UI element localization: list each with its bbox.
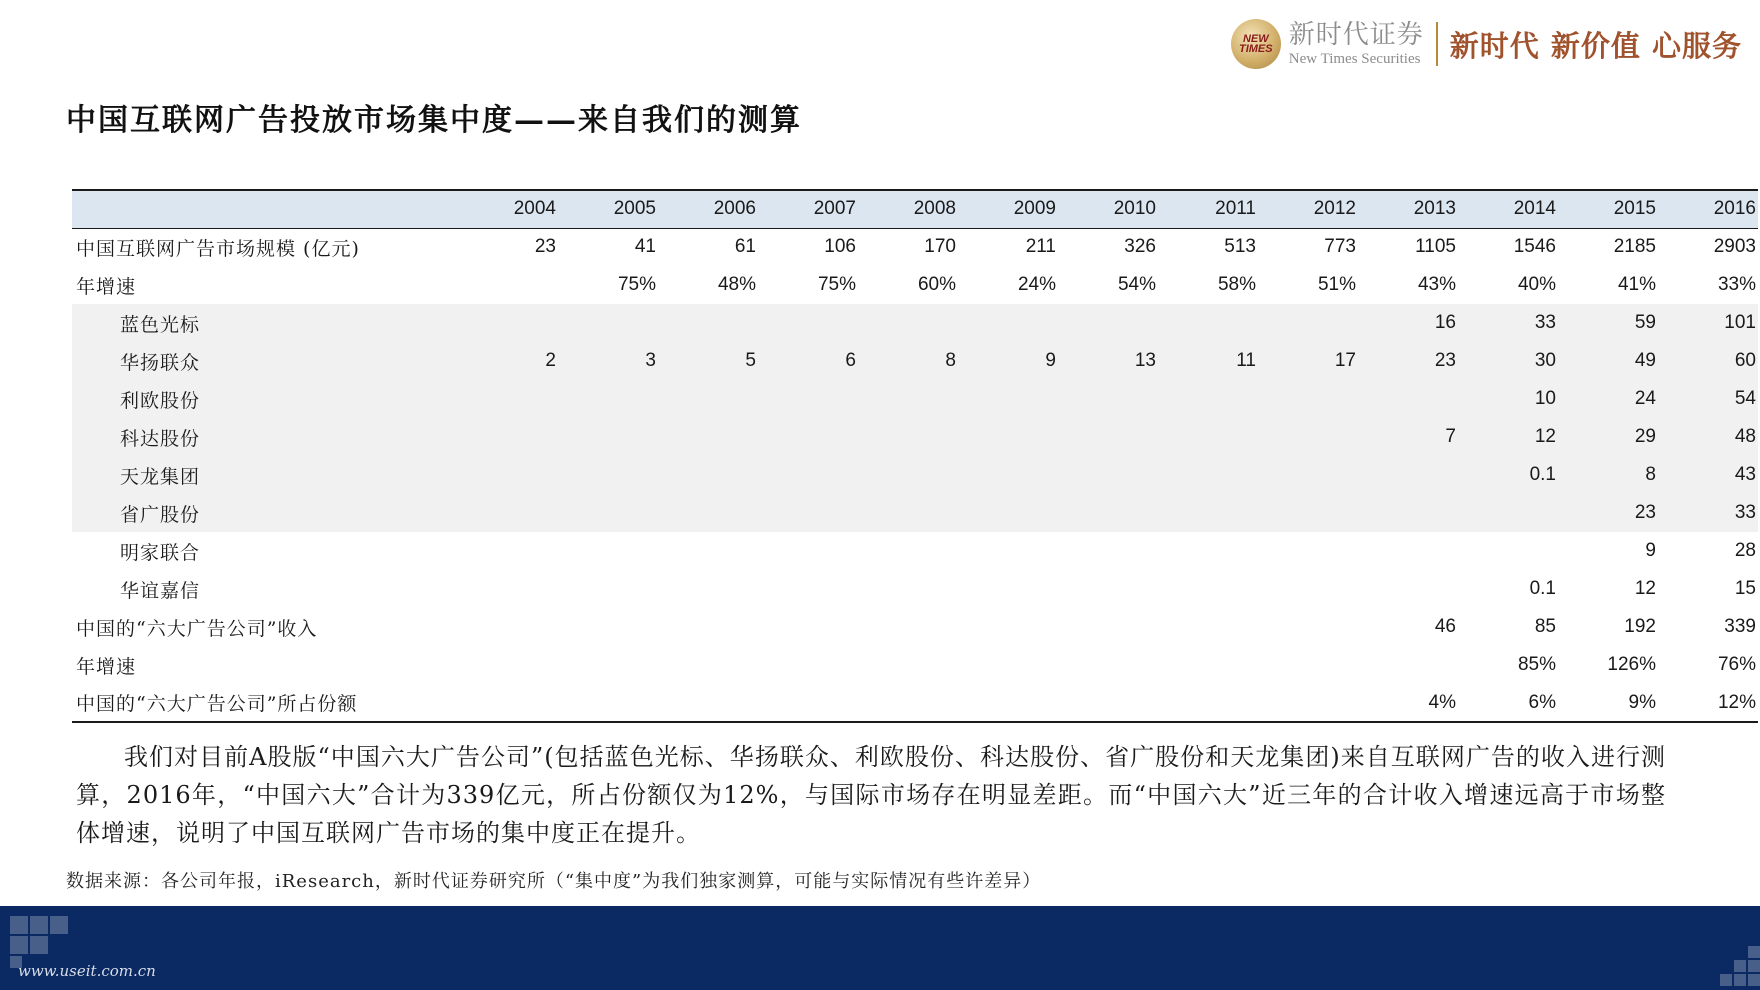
table-cell bbox=[758, 570, 858, 608]
table-cell bbox=[1158, 494, 1258, 532]
table-cell: 513 bbox=[1224, 236, 1256, 258]
table-cell bbox=[1258, 570, 1358, 608]
row-label: 蓝色光标 bbox=[120, 313, 201, 336]
table-cell: 23 bbox=[1634, 502, 1656, 523]
table-cell: 9 bbox=[1045, 350, 1056, 371]
table-cell bbox=[958, 684, 1058, 722]
table-cell bbox=[758, 380, 858, 418]
table-cell bbox=[958, 532, 1058, 570]
table-cell bbox=[458, 532, 558, 570]
table-cell bbox=[658, 418, 758, 456]
table-cell: 8 bbox=[945, 350, 956, 371]
table-cell: 60% bbox=[917, 274, 956, 295]
table-cell bbox=[558, 380, 658, 418]
table-cell bbox=[658, 380, 758, 418]
table-cell bbox=[858, 380, 958, 418]
table-cell: 60 bbox=[1734, 350, 1756, 371]
header-logo bbox=[1231, 14, 1742, 74]
table-cell: 33 bbox=[1734, 502, 1756, 523]
table-cell: 41 bbox=[634, 236, 656, 258]
table-cell bbox=[458, 684, 558, 722]
table-cell: 5 bbox=[745, 350, 756, 371]
table-cell bbox=[858, 608, 958, 646]
table-row bbox=[72, 684, 1758, 722]
table-cell: 51% bbox=[1317, 274, 1356, 295]
table-cell: 101 bbox=[1724, 312, 1756, 333]
table-cell bbox=[658, 304, 758, 342]
table-cell bbox=[858, 418, 958, 456]
table-cell bbox=[458, 304, 558, 342]
company-emblem-icon bbox=[1231, 19, 1281, 69]
year-header: 2007 bbox=[758, 190, 858, 228]
market-concentration-table bbox=[72, 189, 1758, 723]
table-cell bbox=[558, 684, 658, 722]
table-cell bbox=[858, 304, 958, 342]
logo-divider bbox=[1436, 22, 1438, 66]
table-cell bbox=[658, 494, 758, 532]
table-cell bbox=[958, 456, 1058, 494]
table-cell bbox=[1158, 380, 1258, 418]
table-cell: 48% bbox=[717, 274, 756, 295]
table-cell: 30 bbox=[1534, 350, 1556, 371]
row-label: 省广股份 bbox=[120, 503, 201, 526]
table-cell bbox=[1158, 532, 1258, 570]
page-title: 中国互联网广告投放市场集中度——来自我们的测算 bbox=[66, 103, 802, 138]
table-cell bbox=[1058, 570, 1158, 608]
table-cell: 43% bbox=[1417, 274, 1456, 295]
company-slogan: 新时代 新价值 心服务 bbox=[1449, 28, 1742, 63]
table-cell: 15 bbox=[1734, 578, 1756, 599]
table-cell bbox=[558, 608, 658, 646]
year-header: 2008 bbox=[858, 190, 958, 228]
table-row bbox=[72, 380, 1758, 418]
table-cell: 85% bbox=[1517, 654, 1556, 675]
table-cell: 40% bbox=[1517, 274, 1556, 295]
table-cell bbox=[1058, 532, 1158, 570]
table-cell: 28 bbox=[1734, 540, 1756, 561]
row-label: 中国的“六大广告公司”收入 bbox=[76, 617, 318, 640]
table-cell: 16 bbox=[1434, 312, 1456, 333]
year-header: 2012 bbox=[1258, 190, 1358, 228]
table-cell bbox=[758, 494, 858, 532]
table-cell: 29 bbox=[1634, 426, 1656, 447]
table-cell: 13 bbox=[1134, 350, 1156, 371]
table-cell bbox=[1058, 418, 1158, 456]
table-cell bbox=[458, 266, 558, 304]
row-label: 华谊嘉信 bbox=[120, 579, 201, 602]
table-cell bbox=[1058, 494, 1158, 532]
table-cell bbox=[458, 380, 558, 418]
table-cell: 6 bbox=[845, 350, 856, 371]
year-header: 2016 bbox=[1658, 190, 1758, 228]
table-cell: 3 bbox=[645, 350, 656, 371]
table-cell: 43 bbox=[1734, 464, 1756, 485]
table-cell: 0.1 bbox=[1529, 464, 1556, 485]
row-label: 科达股份 bbox=[120, 427, 201, 450]
year-header: 2010 bbox=[1058, 190, 1158, 228]
table-row bbox=[72, 228, 1758, 266]
table-cell bbox=[1158, 570, 1258, 608]
table-row bbox=[72, 304, 1758, 342]
table-cell bbox=[858, 494, 958, 532]
table-cell bbox=[1058, 646, 1158, 684]
table-cell: 126% bbox=[1607, 654, 1656, 675]
table-cell bbox=[858, 456, 958, 494]
table-cell bbox=[1158, 304, 1258, 342]
table-cell bbox=[1258, 532, 1358, 570]
table-cell: 48 bbox=[1734, 426, 1756, 447]
table-cell: 339 bbox=[1724, 616, 1756, 637]
table-cell: 58% bbox=[1217, 274, 1256, 295]
table-cell: 326 bbox=[1124, 236, 1156, 258]
table-cell bbox=[658, 684, 758, 722]
table-cell: 2903 bbox=[1713, 236, 1756, 258]
table-cell: 2185 bbox=[1613, 236, 1656, 258]
table-cell: 12 bbox=[1534, 426, 1556, 447]
table-cell: 24 bbox=[1634, 388, 1656, 409]
table-row bbox=[72, 570, 1758, 608]
row-label: 中国互联网广告市场规模 (亿元) bbox=[76, 237, 360, 260]
table-cell bbox=[758, 646, 858, 684]
table-row bbox=[72, 646, 1758, 684]
table-cell bbox=[558, 456, 658, 494]
table-cell bbox=[1358, 456, 1458, 494]
table-cell bbox=[458, 418, 558, 456]
table-cell bbox=[1358, 494, 1458, 532]
table-cell bbox=[758, 456, 858, 494]
table-cell: 33 bbox=[1534, 312, 1556, 333]
year-header: 2009 bbox=[958, 190, 1058, 228]
table-cell bbox=[958, 380, 1058, 418]
table-cell bbox=[858, 646, 958, 684]
table-cell bbox=[1158, 456, 1258, 494]
row-label: 华扬联众 bbox=[120, 351, 201, 374]
emblem-text-new: NEW bbox=[1242, 33, 1269, 45]
table-cell bbox=[958, 608, 1058, 646]
table-cell bbox=[1158, 646, 1258, 684]
table-cell bbox=[1058, 456, 1158, 494]
table-row bbox=[72, 266, 1758, 304]
company-name-block bbox=[1289, 20, 1424, 68]
company-name-en: New Times Securities bbox=[1288, 51, 1421, 67]
table-cell bbox=[1058, 608, 1158, 646]
table-cell bbox=[458, 608, 558, 646]
table-cell: 0.1 bbox=[1529, 578, 1556, 599]
table-row bbox=[72, 494, 1758, 532]
table-cell: 11 bbox=[1236, 350, 1256, 371]
row-label: 中国的“六大广告公司”所占份额 bbox=[72, 684, 458, 722]
table-cell: 9 bbox=[1645, 540, 1656, 561]
row-label: 年增速 bbox=[76, 275, 137, 298]
table-cell bbox=[458, 646, 558, 684]
table-cell bbox=[958, 494, 1058, 532]
table-cell bbox=[758, 532, 858, 570]
table-cell bbox=[958, 304, 1058, 342]
table-cell: 106 bbox=[824, 236, 856, 258]
footer-url: www.useit.com.cn bbox=[18, 962, 156, 980]
table-cell: 41% bbox=[1617, 274, 1656, 295]
table-cell bbox=[758, 304, 858, 342]
table-cell bbox=[1258, 494, 1358, 532]
table-cell bbox=[1158, 418, 1258, 456]
table-cell bbox=[658, 570, 758, 608]
table-cell: 61 bbox=[734, 236, 756, 258]
footer-band bbox=[0, 906, 1760, 990]
table-cell: 211 bbox=[1025, 236, 1056, 258]
table-cell bbox=[558, 646, 658, 684]
table-cell bbox=[458, 494, 558, 532]
table-cell: 12% bbox=[1658, 684, 1758, 722]
table-cell: 24% bbox=[1017, 274, 1056, 295]
table-cell: 23 bbox=[534, 236, 556, 258]
table-cell: 7 bbox=[1445, 426, 1456, 447]
table-cell: 23 bbox=[1434, 350, 1456, 371]
table-cell: 59 bbox=[1634, 312, 1656, 333]
table-cell bbox=[1158, 608, 1258, 646]
table-cell: 49 bbox=[1634, 350, 1656, 371]
table-cell bbox=[658, 646, 758, 684]
table-cell: 2 bbox=[545, 350, 556, 371]
table-cell: 1105 bbox=[1415, 236, 1456, 258]
table-cell: 76% bbox=[1717, 654, 1756, 675]
table-cell: 4% bbox=[1358, 684, 1458, 722]
table-cell bbox=[758, 684, 858, 722]
table-cell bbox=[1258, 684, 1358, 722]
table-cell bbox=[958, 646, 1058, 684]
data-source-note: 数据来源：各公司年报，iResearch，新时代证券研究所（“集中度”为我们独家测算，可能与实际情况有些许差异） bbox=[66, 871, 1042, 892]
table-cell bbox=[1258, 646, 1358, 684]
table-cell bbox=[558, 570, 658, 608]
table-row bbox=[72, 608, 1758, 646]
table-cell bbox=[558, 304, 658, 342]
table-cell bbox=[958, 418, 1058, 456]
table-row bbox=[72, 532, 1758, 570]
table-cell bbox=[1158, 684, 1258, 722]
table-cell bbox=[1258, 304, 1358, 342]
table-cell bbox=[558, 494, 658, 532]
footer-decoration-right bbox=[1700, 946, 1760, 990]
table-body bbox=[72, 228, 1758, 722]
table-cell bbox=[1058, 684, 1158, 722]
table-cell bbox=[558, 418, 658, 456]
table-cell: 192 bbox=[1624, 616, 1656, 637]
table-cell bbox=[658, 456, 758, 494]
row-label: 天龙集团 bbox=[120, 465, 201, 488]
table-header-row bbox=[72, 190, 1758, 228]
table-cell bbox=[758, 608, 858, 646]
table-cell bbox=[758, 418, 858, 456]
table-cell: 33% bbox=[1717, 274, 1756, 295]
table-cell bbox=[858, 570, 958, 608]
table-cell bbox=[1058, 304, 1158, 342]
table-cell: 6% bbox=[1458, 684, 1558, 722]
table-row bbox=[72, 418, 1758, 456]
table-row bbox=[72, 342, 1758, 380]
table-cell: 17 bbox=[1334, 350, 1356, 371]
row-label: 年增速 bbox=[76, 655, 137, 678]
table-cell bbox=[1258, 608, 1358, 646]
table-cell: 75% bbox=[617, 274, 656, 295]
summary-paragraph: 我们对目前A股版“中国六大广告公司”(包括蓝色光标、华扬联众、利欧股份、科达股份、省广股份和天龙集团)来自互联网广告的收入进行测算，2016年，“中国六大”合计为339亿元，所占份额仅为12%，与国际市场存在明显差距。而“中国六大”近三年的合计收入增速远高于市场整体增速，说明了中国互联网广告市场的集中度正在提升。 bbox=[76, 743, 1666, 847]
table-cell: 54 bbox=[1734, 388, 1756, 409]
year-header: 2014 bbox=[1458, 190, 1558, 228]
table-cell bbox=[458, 570, 558, 608]
table-cell: 773 bbox=[1324, 236, 1356, 258]
year-header: 2013 bbox=[1358, 190, 1458, 228]
table-cell: 54% bbox=[1117, 274, 1156, 295]
row-label: 明家联合 bbox=[120, 541, 201, 564]
table-cell bbox=[1258, 418, 1358, 456]
table-cell bbox=[1458, 532, 1558, 570]
table-cell bbox=[1258, 456, 1358, 494]
table-cell: 8 bbox=[1645, 464, 1656, 485]
table-cell bbox=[658, 608, 758, 646]
table-cell bbox=[558, 532, 658, 570]
table-cell bbox=[1058, 380, 1158, 418]
year-header: 2015 bbox=[1558, 190, 1658, 228]
table-cell: 75% bbox=[817, 274, 856, 295]
table-cell bbox=[858, 532, 958, 570]
table-cell bbox=[658, 532, 758, 570]
table-cell bbox=[1258, 380, 1358, 418]
table-cell bbox=[958, 570, 1058, 608]
year-header: 2004 bbox=[458, 190, 558, 228]
table-cell bbox=[1358, 646, 1458, 684]
table-cell: 85 bbox=[1534, 616, 1556, 637]
year-header: 2005 bbox=[558, 190, 658, 228]
table-cell: 9% bbox=[1558, 684, 1658, 722]
table-cell: 46 bbox=[1434, 616, 1456, 637]
year-header: 2006 bbox=[658, 190, 758, 228]
table-cell bbox=[858, 684, 958, 722]
table-cell: 12 bbox=[1634, 578, 1656, 599]
header-label-cell bbox=[72, 190, 458, 228]
table-cell: 170 bbox=[924, 236, 956, 258]
table-cell: 10 bbox=[1534, 388, 1556, 409]
table-cell bbox=[458, 456, 558, 494]
table-row bbox=[72, 456, 1758, 494]
table-cell: 1546 bbox=[1513, 236, 1556, 258]
row-label: 利欧股份 bbox=[120, 389, 201, 412]
year-header: 2011 bbox=[1158, 190, 1258, 228]
table-cell bbox=[1358, 570, 1458, 608]
company-name-cn: 新时代证券 bbox=[1288, 20, 1424, 50]
table-cell bbox=[1458, 494, 1558, 532]
table-cell bbox=[1358, 532, 1458, 570]
emblem-text-times: TIMES bbox=[1238, 43, 1273, 55]
table-cell bbox=[1358, 380, 1458, 418]
